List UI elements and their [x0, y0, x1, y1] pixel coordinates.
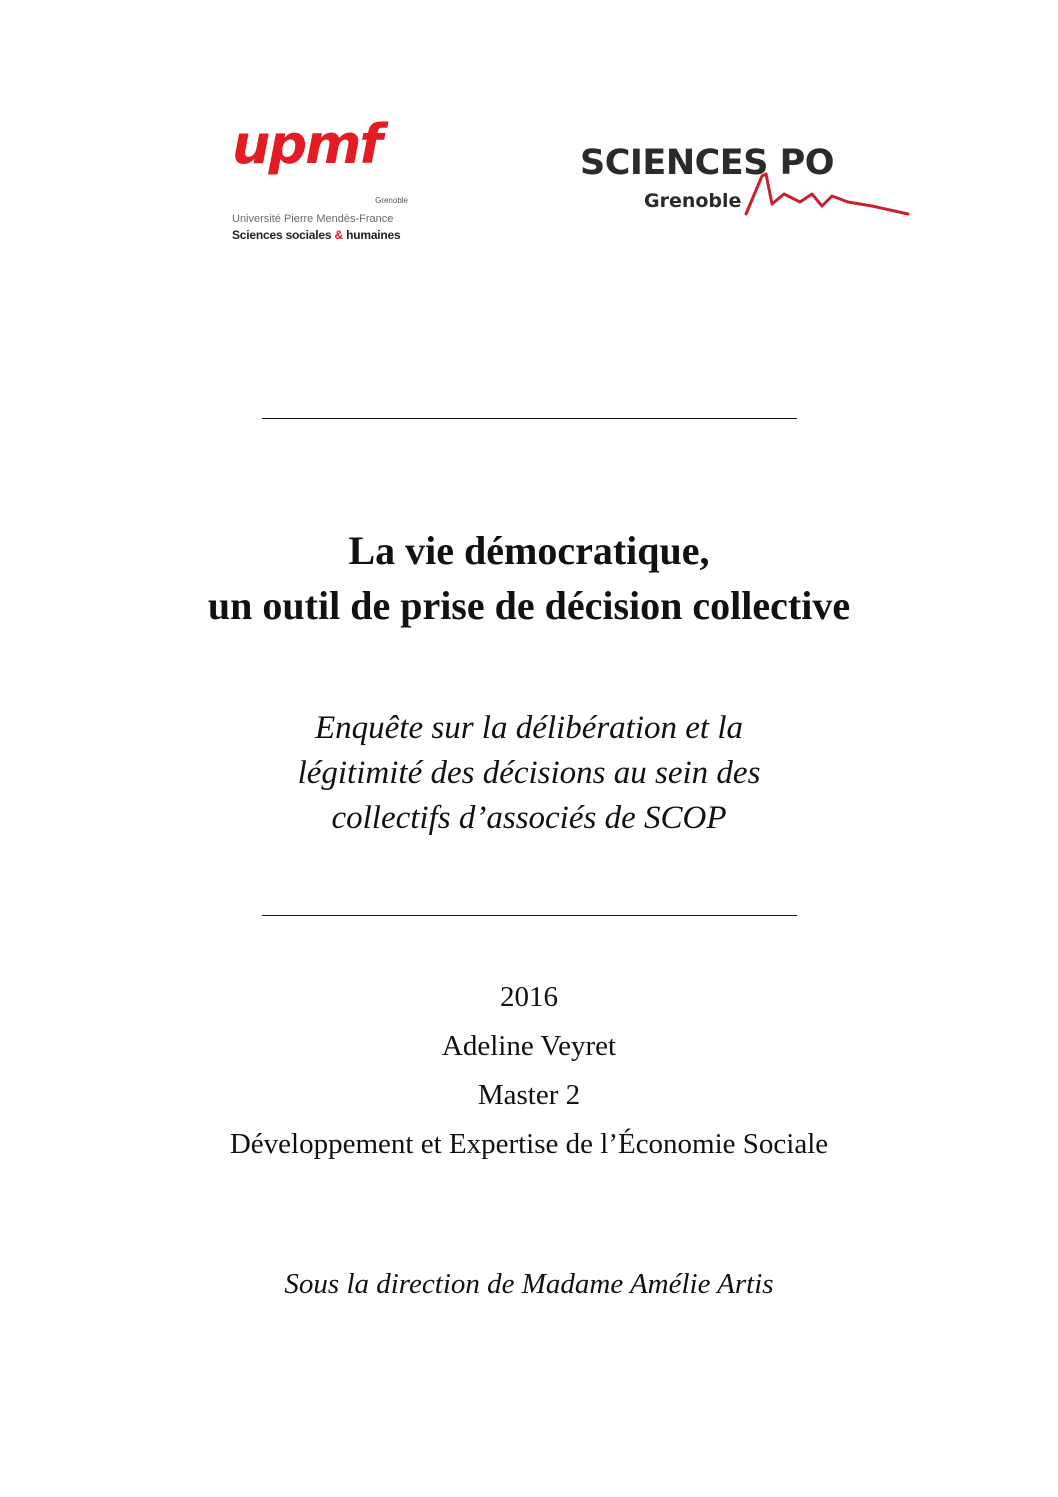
upmf-subtitle	[232, 228, 401, 242]
upmf-subtitle-part2: humaines	[342, 228, 401, 242]
subtitle-line-1: Enquête sur la délibération et la	[314, 710, 744, 746]
page-title	[0, 523, 1058, 633]
year: 2016	[500, 981, 558, 1013]
top-divider	[262, 418, 797, 419]
bottom-divider	[262, 915, 797, 916]
degree: Master 2	[477, 1079, 581, 1111]
sciencespo-logo	[578, 140, 918, 230]
upmf-subtitle-ampersand: &	[334, 228, 343, 242]
title-line-1: La vie démocratique,	[348, 528, 710, 573]
title-line-2: un outil de prise de décision collective	[207, 583, 851, 628]
page-subtitle	[0, 706, 1058, 841]
upmf-university-name: Université Pierre Mendès-France	[232, 213, 394, 225]
subtitle-line-2: légitimité des décisions au sein des	[297, 755, 761, 791]
upmf-city-label: Grenoble	[375, 196, 408, 205]
upmf-logo	[226, 100, 426, 250]
sciencespo-city-label: Grenoble	[644, 190, 742, 212]
subtitle-line-3: collectifs d’associés de SCOP	[331, 800, 727, 836]
upmf-wordmark: upmf	[232, 113, 381, 176]
upmf-subtitle-part1: Sciences sociales	[232, 228, 335, 242]
supervisor-line: Sous la direction de Madame Amélie Artis	[284, 1268, 774, 1300]
author-name: Adeline Veyret	[441, 1030, 617, 1062]
program-name: Développement et Expertise de l’Économie Sociale	[229, 1128, 829, 1160]
mountain-wave-icon	[742, 166, 912, 218]
sciencespo-wordmark: SCIENCES PO	[580, 143, 835, 183]
thesis-info	[0, 973, 1058, 1169]
